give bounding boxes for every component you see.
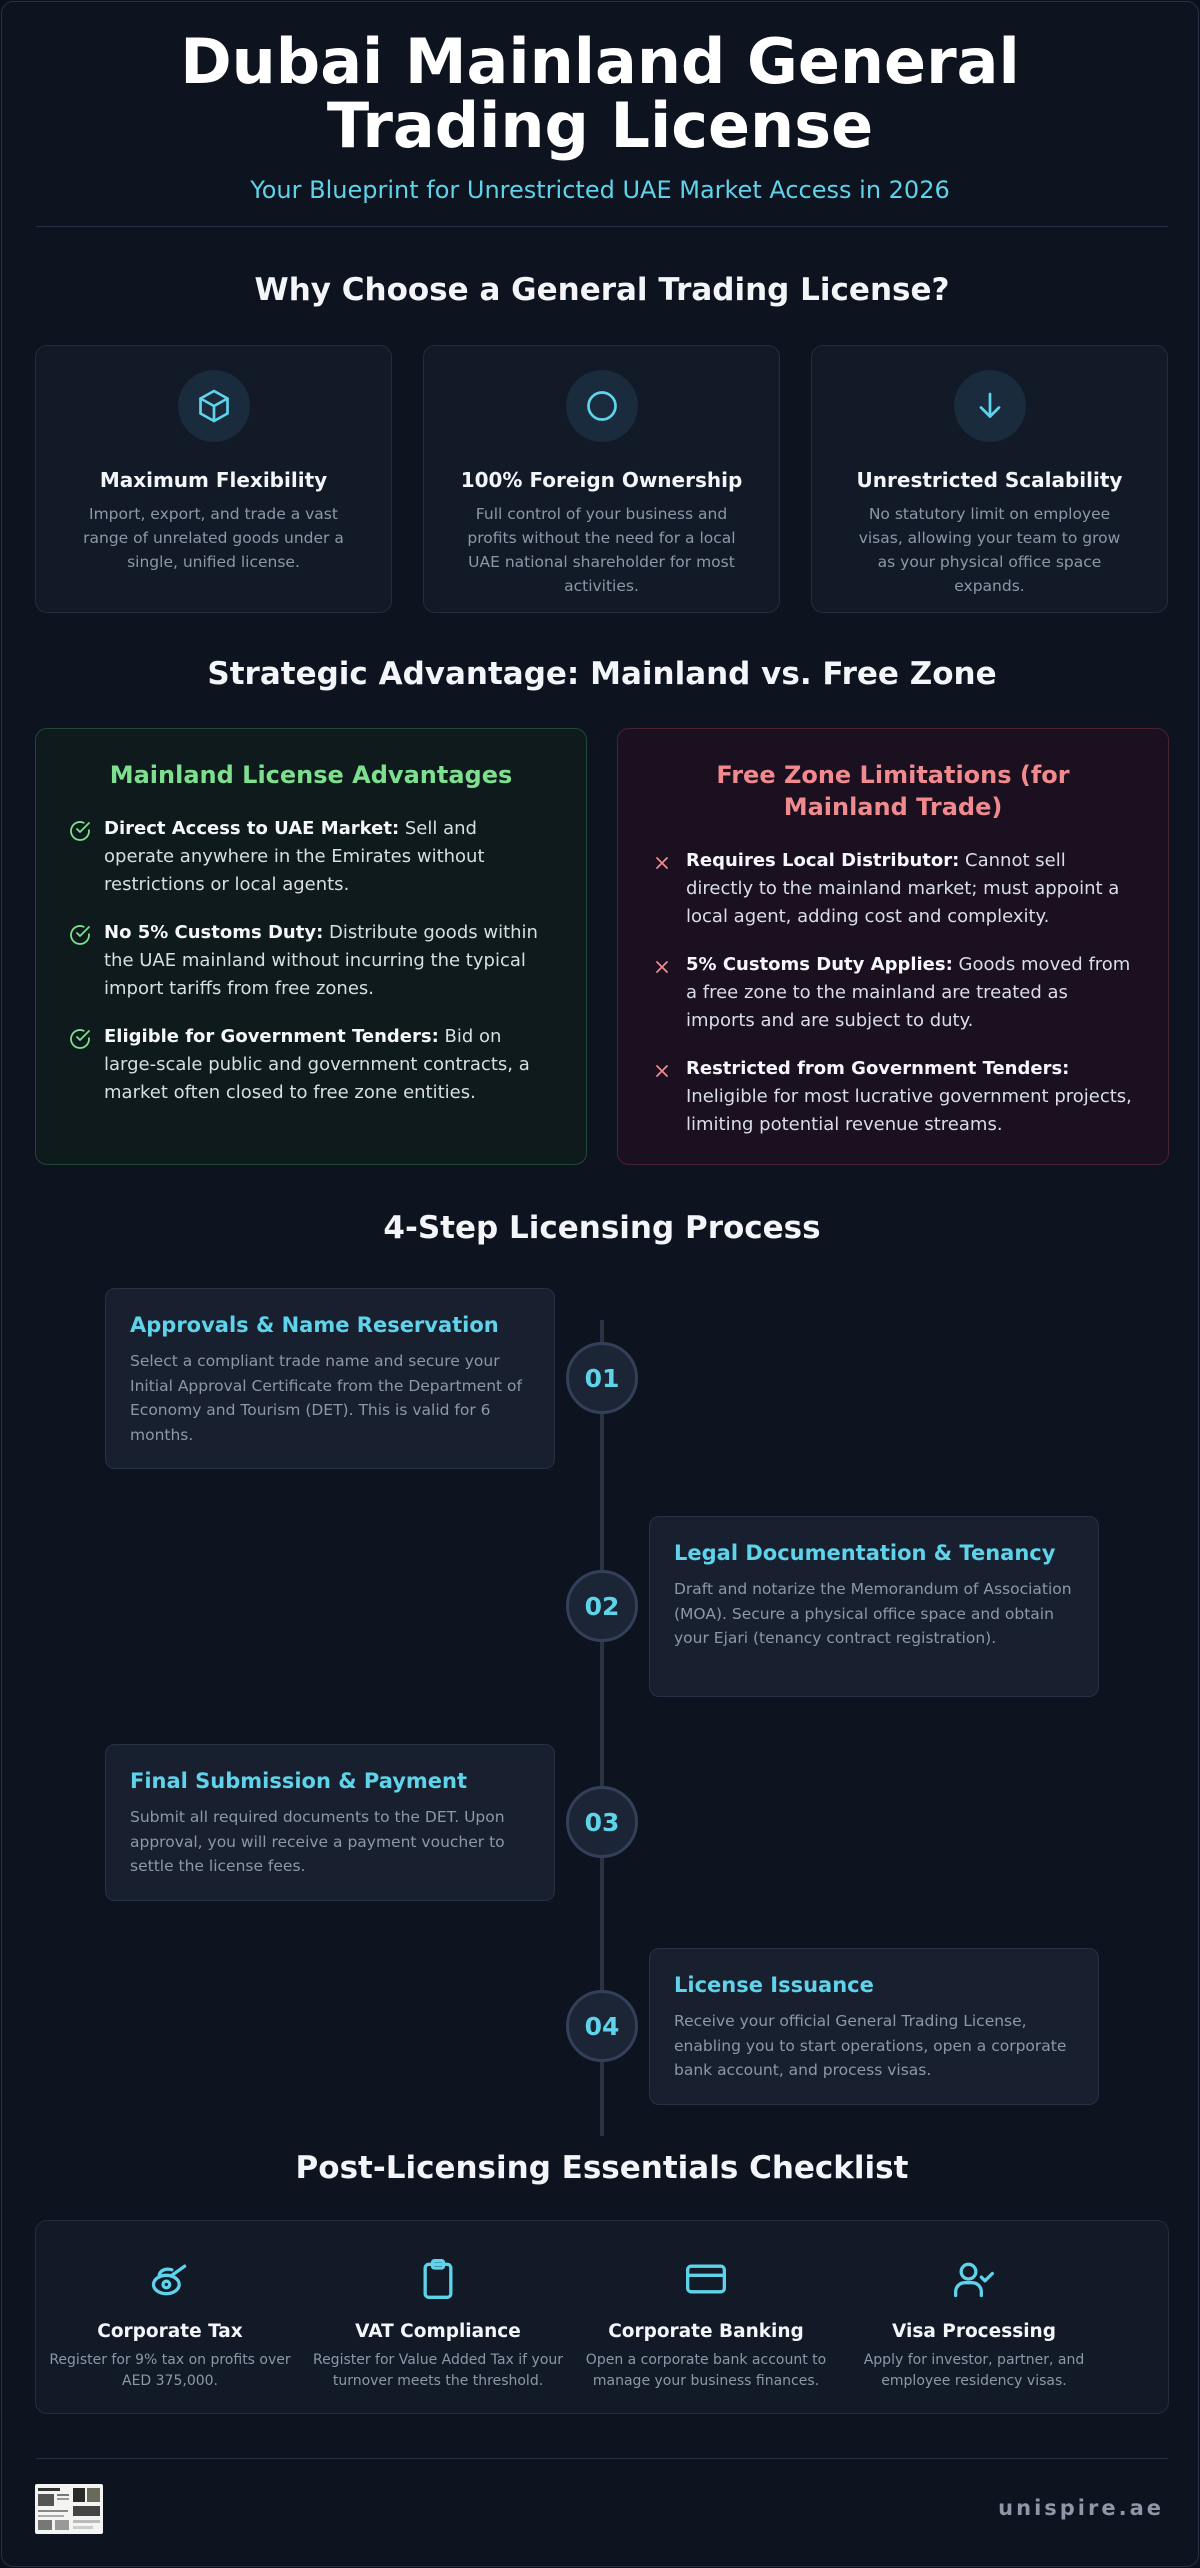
page-subtitle: Your Blueprint for Unrestricted UAE Market Access in 2026 — [250, 176, 950, 204]
check-circle-icon — [68, 819, 92, 843]
circle-icon — [584, 388, 620, 424]
brand-wordmark: unispire.ae — [998, 2496, 1164, 2520]
step-number: 01 — [566, 1342, 638, 1414]
process-section-title: 4-Step Licensing Process — [383, 1210, 821, 1246]
step-card-4 — [649, 1948, 1099, 2105]
credit-card-icon — [681, 2257, 731, 2301]
why-card-text: Import, export, and trade a vast range of unrelated goods under a single, unified license. — [83, 505, 344, 571]
checklist-item-text: Register for Value Added Tax if your turnover meets the threshold. — [312, 2352, 564, 2389]
step-number: 04 — [566, 1990, 638, 2062]
step-number: 02 — [566, 1570, 638, 1642]
step-text: Receive your official General Trading License, enabling you to start operations, open a corporate bank account, and process visas. — [674, 2012, 1067, 2079]
checklist-item-banking — [572, 2221, 840, 2392]
why-card-scalability — [811, 345, 1168, 613]
header-divider — [36, 226, 1168, 227]
freezone-limitations-title: Free Zone Limitations (for Mainland Trade) — [716, 761, 1070, 821]
checklist-panel — [35, 2220, 1169, 2414]
step-title: Legal Documentation & Tenancy — [674, 1541, 1056, 1565]
clipboard-icon — [416, 2255, 460, 2303]
step-text: Select a compliant trade name and secure your Initial Approval Certificate from the Department of Economy and Tourism (DET). This is valid for 6 months. — [130, 1352, 522, 1444]
limitation-item: 5% Customs Duty Applies: Goods moved from a free zone to the mainland are treated as imports and are subject to duty. — [686, 951, 1134, 1035]
step-text: Submit all required documents to the DET. Upon approval, you will receive a payment voucher to settle the license fees. — [130, 1808, 505, 1875]
checklist-item-title: Corporate Tax — [97, 2321, 243, 2342]
advantage-item: Direct Access to UAE Market: Sell and operate anywhere in the Emirates without restrictions or local agents. — [104, 815, 552, 899]
check-circle-icon — [68, 923, 92, 947]
step-card-2 — [649, 1516, 1099, 1697]
why-card-ownership — [423, 345, 780, 613]
checklist-item-vat — [304, 2221, 572, 2392]
page-header — [2, 2, 1198, 204]
why-card-title: Unrestricted Scalability — [856, 468, 1123, 492]
step-text: Draft and notarize the Memorandum of Association (MOA). Secure a physical office space and obtain your Ejari (tenancy contract registration). — [674, 1580, 1072, 1647]
checklist-section-title: Post-Licensing Essentials Checklist — [295, 2150, 909, 2186]
step-card-1 — [105, 1288, 555, 1469]
x-icon — [650, 851, 674, 875]
checklist-item-text: Apply for investor, partner, and employee residency visas. — [863, 2352, 1085, 2389]
step-number: 03 — [566, 1786, 638, 1858]
step-title: Approvals & Name Reservation — [130, 1313, 499, 1337]
mainland-advantages-card — [35, 728, 587, 1165]
why-card-text: Full control of your business and profits without the need for a local UAE national shareholder for most activities. — [467, 505, 736, 595]
cube-icon — [196, 388, 232, 424]
user-check-icon — [949, 2257, 999, 2301]
arrow-down-icon — [972, 388, 1008, 424]
step-title: Final Submission & Payment — [130, 1769, 468, 1793]
why-card-flexibility — [35, 345, 392, 613]
footer-divider — [36, 2458, 1168, 2459]
mainland-advantages-title: Mainland License Advantages — [109, 761, 513, 789]
why-card-title: Maximum Flexibility — [99, 468, 328, 492]
step-title: License Issuance — [674, 1973, 874, 1997]
why-card-text: No statutory limit on employee visas, allowing your team to grow as your physical office space expands. — [858, 505, 1121, 595]
checklist-item-title: Corporate Banking — [608, 2321, 804, 2342]
step-card-3 — [105, 1744, 555, 1901]
tax-icon — [148, 2257, 192, 2301]
checklist-item-text: Open a corporate bank account to manage your business finances. — [585, 2352, 827, 2389]
x-icon — [650, 955, 674, 979]
limitation-item: Requires Local Distributor: Cannot sell directly to the mainland market; must appoint a local agent, adding cost and complexity. — [686, 847, 1134, 931]
check-circle-icon — [68, 1027, 92, 1051]
advantage-item: Eligible for Government Tenders: Bid on large-scale public and government contracts, a market often closed to free zone entities. — [104, 1023, 552, 1107]
limitation-item: Restricted from Government Tenders: Ineligible for most lucrative government projects, limiting potential revenue streams. — [686, 1055, 1134, 1139]
checklist-item-visa — [840, 2221, 1108, 2392]
checklist-item-title: Visa Processing — [892, 2321, 1056, 2342]
checklist-item-text: Register for 9% tax on profits over AED 375,000. — [49, 2352, 291, 2389]
freezone-limitations-card — [617, 728, 1169, 1165]
x-icon — [650, 1059, 674, 1083]
document-thumbnail-image — [35, 2484, 103, 2534]
page-frame — [1, 1, 1199, 2567]
why-section-title: Why Choose a General Trading License? — [254, 272, 950, 308]
advantage-item: No 5% Customs Duty: Distribute goods within the UAE mainland without incurring the typical import tariffs from free zones. — [104, 919, 552, 1003]
page-title: Dubai Mainland General Trading License — [180, 25, 1020, 162]
why-card-title: 100% Foreign Ownership — [460, 468, 743, 492]
checklist-item-title: VAT Compliance — [355, 2321, 521, 2342]
compare-section-title: Strategic Advantage: Mainland vs. Free Zone — [207, 656, 997, 692]
checklist-item-corporate-tax — [36, 2221, 304, 2392]
